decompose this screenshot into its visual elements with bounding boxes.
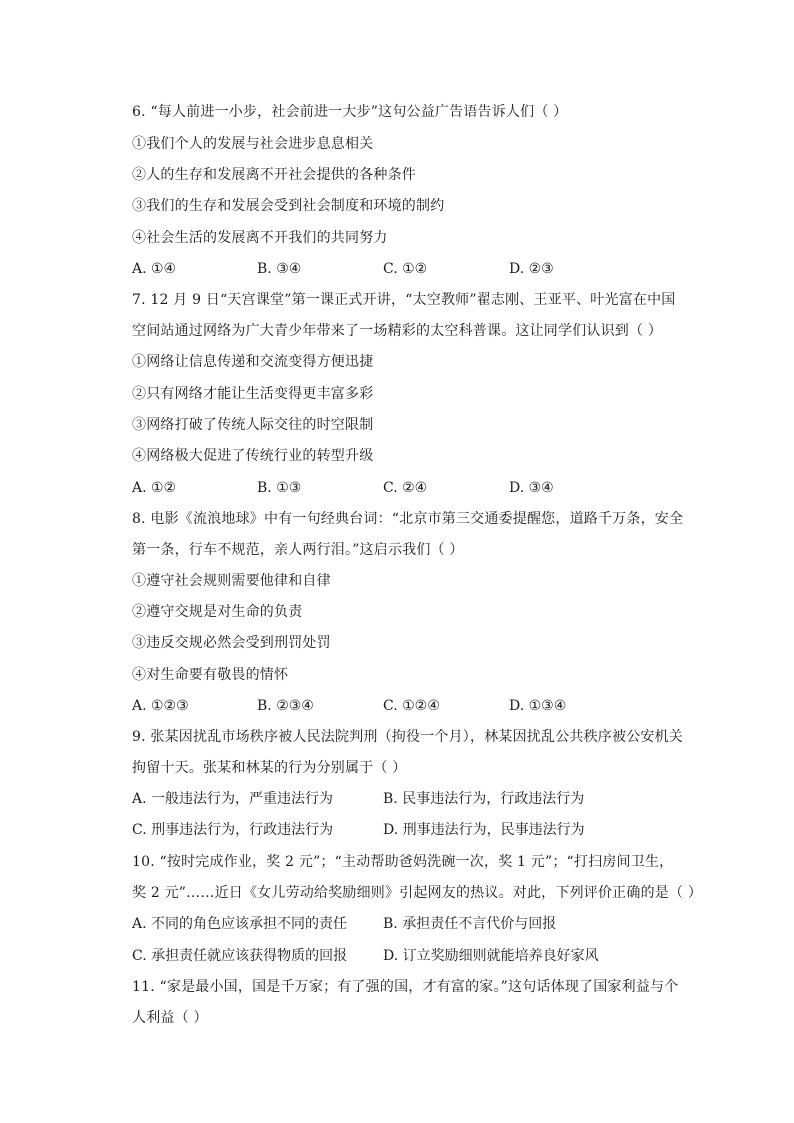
- q6-option-d: D. ②③: [509, 261, 554, 277]
- q6-option-a: A. ①④: [132, 261, 177, 277]
- q7-option-a: A. ①②: [132, 480, 177, 496]
- q7-statement-3: ③网络打破了传统人际交往的时空限制: [132, 417, 374, 433]
- q8-option-a: A. ①②③: [132, 698, 189, 714]
- q10-stem-line-1: 10. “按时完成作业，奖 2 元”；“主动帮助爸妈洗碗一次，奖 1 元”；“打扫房间卫生，: [132, 854, 674, 870]
- q6-statement-1: ①我们个人的发展与社会进步息息相关: [132, 136, 374, 152]
- q8-statement-1: ①遵守社会规则需要他律和自律: [132, 573, 331, 589]
- q8-option-b: B. ②③④: [257, 698, 314, 714]
- q7-option-c: C. ②④: [383, 480, 428, 496]
- q10-option-c: C. 承担责任就应该获得物质的回报: [132, 948, 348, 964]
- q6-statement-4: ④社会生活的发展离不开我们的共同努力: [132, 230, 388, 246]
- q9-option-a: A. 一般违法行为，严重违法行为: [132, 791, 334, 807]
- q8-statement-4: ④对生命要有敬畏的情怀: [132, 667, 289, 683]
- q7-option-b: B. ①③: [257, 480, 302, 496]
- q9-stem-line-1: 9. 张某因扰乱市场秩序被人民法院判刑（拘役一个月），林某因扰乱公共秩序被公安机关: [132, 729, 684, 745]
- q10-option-b: B. 承担责任不言代价与回报: [383, 916, 557, 932]
- q7-statement-1: ①网络让信息传递和交流变得方便迅捷: [132, 354, 374, 370]
- q7-option-d: D. ③④: [509, 480, 554, 496]
- q8-statement-3: ③违反交规必然会受到刑罚处罚: [132, 635, 331, 651]
- q11-stem-line-1: 11. “家是最小国，国是千万家；有了强的国，才有富的家。”这句话体现了国家利益与个: [132, 979, 679, 995]
- q7-statement-4: ④网络极大促进了传统行业的转型升级: [132, 448, 374, 464]
- q8-option-c: C. ①②④: [383, 698, 440, 714]
- q9-stem-line-2: 拘留十天。张某和林某的行为分别属于（ ）: [132, 760, 407, 776]
- q6-stem-line-1: 6. “每人前进一小步，社会前进一大步”这句公益广告语告诉人们（ ）: [132, 104, 568, 120]
- q8-statement-2: ②遵守交规是对生命的负责: [132, 604, 303, 620]
- q7-stem-line-1: 7. 12 月 9 日“天宫课堂”第一课正式开讲，“太空教师”翟志刚、王亚平、叶光富在中国: [132, 292, 676, 308]
- q6-option-c: C. ①②: [383, 261, 428, 277]
- q6-statement-2: ②人的生存和发展离不开社会提供的各种条件: [132, 167, 416, 183]
- q6-statement-3: ③我们的生存和发展会受到社会制度和环境的制约: [132, 198, 445, 214]
- q6-option-b: B. ③④: [257, 261, 302, 277]
- q11-stem-line-2: 人利益（ ）: [132, 1010, 208, 1026]
- q9-option-c: C. 刑事违法行为，行政违法行为: [132, 822, 334, 838]
- q8-option-d: D. ①③④: [509, 698, 567, 714]
- q10-option-a: A. 不同的角色应该承担不同的责任: [132, 916, 348, 932]
- q9-option-b: B. 民事违法行为，行政违法行为: [383, 791, 585, 807]
- q9-option-d: D. 刑事违法行为，民事违法行为: [383, 822, 585, 838]
- q10-option-d: D. 订立奖励细则就能培养良好家风: [383, 948, 599, 964]
- q7-stem-line-2: 空间站通过网络为广大青少年带来了一场精彩的太空科普课。这让同学们认识到（ ）: [132, 323, 663, 339]
- q7-statement-2: ②只有网络才能让生活变得更丰富多彩: [132, 386, 374, 402]
- q8-stem-line-2: 第一条，行车不规范，亲人两行泪。”这启示我们（ ）: [132, 542, 464, 558]
- q10-stem-line-2: 奖 2 元”……近日《女儿劳动给奖励细则》引起网友的热议。对此，下列评价正确的是（ ）: [132, 885, 703, 901]
- q8-stem-line-1: 8. 电影《流浪地球》中有一句经典台词：“北京市第三交通委提醒您，道路千万条，安全: [132, 511, 684, 527]
